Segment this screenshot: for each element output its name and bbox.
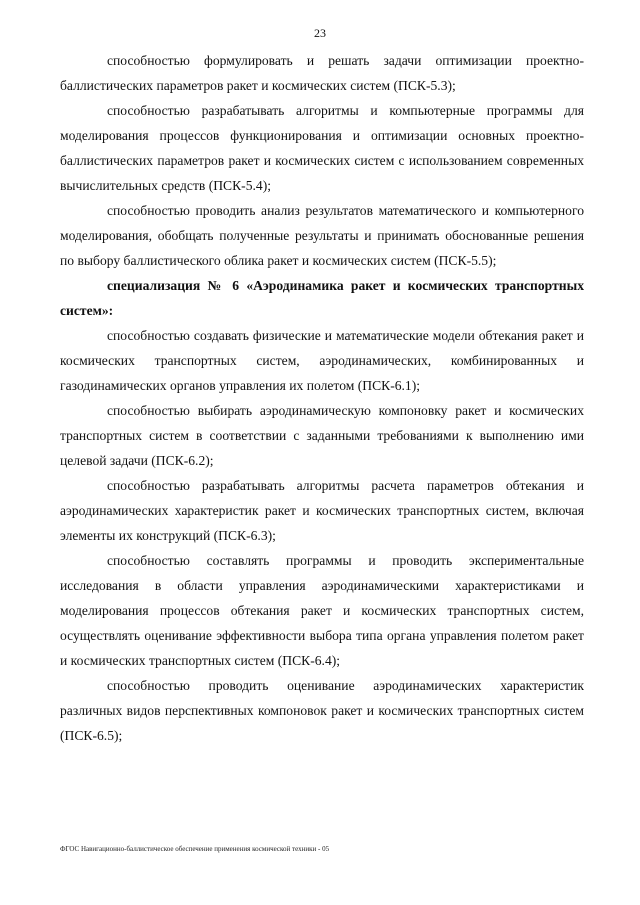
paragraph-psk-6-4: способностью составлять программы и проводить экспериментальные исследования в области управления аэродинамическими характеристиками и моделирования процессов обтекания ракет и космических транспортных систем, осуществлять оценивание эффективности выбора типа органа управления полетом ракет и космических транспортных систем (ПСК-6.4); [60,553,584,668]
page-footer: ФГОС Навигационно-баллистическое обеспечение применения космической техники - 05 [60,845,330,853]
paragraph-psk-6-5: способностью проводить оценивание аэродинамических характеристик различных видов перспективных компоновок ракет и космических транспортных систем (ПСК-6.5); [60,678,584,743]
page-body [60,48,584,748]
paragraph-psk-6-2: способностью выбирать аэродинамическую компоновку ракет и космических транспортных систем в соответствии с заданными требованиями к выполнению ими целевой задачи (ПСК-6.2); [60,403,584,468]
paragraph-psk-6-1: способностью создавать физические и математические модели обтекания ракет и космических транспортных систем, аэродинамических, комбинированных и газодинамических органов управления их полетом (ПСК-6.1); [60,328,584,393]
paragraph-psk-5-5: способностью проводить анализ результатов математического и компьютерного моделирования, обобщать полученные результаты и принимать обоснованные решения по выбору баллистического облика ракет и космических систем (ПСК-5.5); [60,203,584,268]
paragraph-psk-5-4: способностью разрабатывать алгоритмы и компьютерные программы для моделирования процессов функционирования и оптимизации основных проектно-баллистических параметров ракет и космических систем с использованием современных вычислительных средств (ПСК-5.4); [60,103,584,193]
paragraph-psk-5-3: способностью формулировать и решать задачи оптимизации проектно-баллистических параметров ракет и космических систем (ПСК-5.3); [60,53,584,93]
specialization-heading: специализация № 6 «Аэродинамика ракет и космических транспортных систем»: [60,278,584,318]
page-number: 23 [314,26,326,40]
paragraph-psk-6-3: способностью разрабатывать алгоритмы расчета параметров обтекания и аэродинамических характеристик ракет и космических транспортных систем, включая элементы их конструкций (ПСК-6.3); [60,478,584,543]
